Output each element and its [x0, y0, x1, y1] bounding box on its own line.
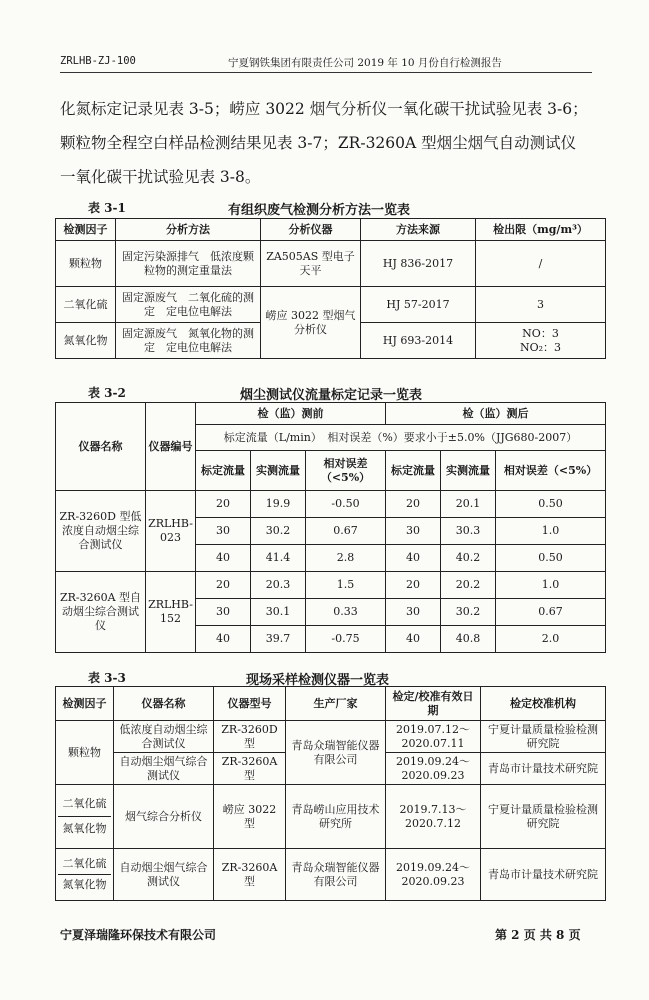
table2-cell: 0.50: [496, 545, 606, 572]
table2-cell: 30: [386, 599, 441, 626]
table1-cell: 颗粒物: [56, 241, 116, 287]
table2-cell: 40: [196, 626, 251, 653]
table3-header-cell: 检定校准机构: [481, 687, 606, 721]
table1-cell: 二氧化硫: [56, 287, 116, 323]
table2-header-cell: 实测流量: [441, 451, 496, 491]
table1-cell: 固定源废气 二氧化硫的测定 定电位电解法: [116, 287, 261, 323]
table3-cell: 宁夏计量质量检验检测研究院: [481, 785, 606, 849]
table3-header-cell: 检测因子: [56, 687, 114, 721]
table2-instrument-name: ZR-3260D 型低浓度自动烟尘综合测试仪: [56, 491, 146, 572]
table2-cell: 30.1: [251, 599, 306, 626]
table2-cell: 40.2: [441, 545, 496, 572]
table2-cell: 20: [196, 491, 251, 518]
intro-line: 化氮标定记录见表 3-5；崂应 3022 烟气分析仪一氧化碳干扰试验见表 3-6；: [60, 100, 588, 118]
table1-header-cell: 检出限（mg/m³）: [476, 219, 606, 241]
table2-cell: -0.50: [306, 491, 386, 518]
table1-cell: [476, 323, 606, 359]
table2-cell: 20: [196, 572, 251, 599]
table2-cell: 41.4: [251, 545, 306, 572]
table3-cell: 青岛市计量技术研究院: [481, 849, 606, 901]
table2-cell: 20.1: [441, 491, 496, 518]
table1-methods: [55, 218, 606, 359]
table2-cell: 2.8: [306, 545, 386, 572]
table2-header-cell: 相对误差（<5%）: [496, 451, 606, 491]
table1-cell: HJ 693-2014: [361, 323, 476, 359]
table1-header-cell: 分析方法: [116, 219, 261, 241]
table3-cell: 2019.7.13～2020.7.12: [386, 785, 481, 849]
table2-header-cell: 仪器编号: [146, 403, 196, 491]
table2-cell: 19.9: [251, 491, 306, 518]
table3-cell: 青岛市计量技术研究院: [481, 753, 606, 785]
table3-factor-line: 氮氧化物: [58, 874, 111, 895]
table3-header-cell: 检定/校准有效日期: [386, 687, 481, 721]
table3-factor: [56, 785, 114, 849]
table3-cell: 青岛众瑞智能仪器有限公司: [286, 721, 386, 785]
table2-cell: 20: [386, 572, 441, 599]
table2-note: 标定流量（L/min） 相对误差（%）要求小于±5.0%（JJG680-2007）: [196, 425, 606, 451]
table2-header-cell: 标定流量: [386, 451, 441, 491]
table2-cell: 0.67: [306, 518, 386, 545]
intro-line: 一氧化碳干扰试验见表 3-8。: [60, 168, 261, 186]
table2-cell: 30.2: [251, 518, 306, 545]
table1-limit-line: NO：3: [522, 326, 559, 340]
table2-cell: 40: [386, 545, 441, 572]
table1-cell: HJ 836-2017: [361, 241, 476, 287]
table2-cell: 30: [196, 518, 251, 545]
table1-limit-line: NO₂：3: [519, 340, 562, 354]
table2-cell: 30.3: [441, 518, 496, 545]
table3-cell: 自动烟尘烟气综合测试仪: [114, 753, 214, 785]
table2-header-cell: 实测流量: [251, 451, 306, 491]
table3-factor-line: 氮氧化物: [58, 816, 111, 841]
table3-cell: 烟气综合分析仪: [114, 785, 214, 849]
table2-cell: 30: [196, 599, 251, 626]
report-code: ZRLHB-ZJ-100: [60, 55, 136, 67]
table2-cell: 0.33: [306, 599, 386, 626]
table2-cell: 20: [386, 491, 441, 518]
table3-factor: 颗粒物: [56, 721, 114, 785]
table2-cell: 40.8: [441, 626, 496, 653]
table3-cell: ZR-3260A 型: [214, 849, 286, 901]
table2-cell: 20.2: [441, 572, 496, 599]
table2-header-cell: 相对误差（<5%）: [306, 451, 386, 491]
table3-cell: ZR-3260D 型: [214, 721, 286, 753]
table2-cell: 30: [386, 518, 441, 545]
table2-cell: 39.7: [251, 626, 306, 653]
table2-number: 表 3-2: [88, 386, 126, 400]
table3-cell: 低浓度自动烟尘综合测试仪: [114, 721, 214, 753]
table2-cell: 40: [196, 545, 251, 572]
table1-cell: /: [476, 241, 606, 287]
intro-line: 颗粒物全程空白样品检测结果见表 3-7；ZR-3260A 型烟尘烟气自动测试仪: [60, 134, 577, 152]
table2-header-cell: 检（监）测前: [196, 403, 386, 425]
table2-title: 烟尘测试仪流量标定记录一览表: [240, 388, 423, 403]
table2-header-cell: 仪器名称: [56, 403, 146, 491]
table3-cell: 崂应 3022 型: [214, 785, 286, 849]
table2-instrument-name: ZR-3260A 型自动烟尘综合测试仪: [56, 572, 146, 653]
intro-paragraph: [60, 92, 600, 194]
table2-cell: 1.5: [306, 572, 386, 599]
table3-title: 现场采样检测仪器一览表: [246, 673, 390, 688]
table3-header-cell: 仪器名称: [114, 687, 214, 721]
table1-cell: 固定污染源排气 低浓度颗粒物的测定重量法: [116, 241, 261, 287]
table2-calibration: [55, 402, 606, 653]
table2-header-cell: 检（监）测后: [386, 403, 606, 425]
footer-page-number: 第 2 页 共 8 页: [495, 928, 581, 942]
table3-cell: 宁夏计量质量检验检测研究院: [481, 721, 606, 753]
table2-cell: 1.0: [496, 572, 606, 599]
table3-factor: [56, 849, 114, 901]
table3-header-cell: 仪器型号: [214, 687, 286, 721]
table3-cell: ZR-3260A 型: [214, 753, 286, 785]
table1-cell: 氮氧化物: [56, 323, 116, 359]
table3-cell: 青岛众瑞智能仪器有限公司: [286, 849, 386, 901]
table3-header-cell: 生产厂家: [286, 687, 386, 721]
table2-cell: 2.0: [496, 626, 606, 653]
table2-instrument-code: ZRLHB-023: [146, 491, 196, 572]
table1-cell: 崂应 3022 型烟气分析仪: [261, 287, 361, 359]
table2-cell: 20.3: [251, 572, 306, 599]
table2-cell: 40: [386, 626, 441, 653]
table1-cell: HJ 57-2017: [361, 287, 476, 323]
table1-cell: 3: [476, 287, 606, 323]
table1-header-cell: 分析仪器: [261, 219, 361, 241]
table3-cell: 自动烟尘烟气综合测试仪: [114, 849, 214, 901]
footer-company: 宁夏泽瑞隆环保技术有限公司: [60, 928, 217, 942]
table3-cell: 2019.07.12～2020.07.11: [386, 721, 481, 753]
table2-header-cell: 标定流量: [196, 451, 251, 491]
report-title: 宁夏钢铁集团有限责任公司 2019 年 10 月份自行检测报告: [228, 57, 502, 69]
table3-number: 表 3-3: [88, 671, 126, 685]
table3-cell: 青岛崂山应用技术研究所: [286, 785, 386, 849]
page-header: [60, 52, 592, 73]
table2-cell: 30.2: [441, 599, 496, 626]
table1-cell: 固定源废气 氮氧化物的测定 定电位电解法: [116, 323, 261, 359]
table2-cell: 0.50: [496, 491, 606, 518]
table2-cell: 1.0: [496, 518, 606, 545]
table1-title: 有组织废气检测分析方法一览表: [228, 203, 411, 218]
table2-cell: 0.67: [496, 599, 606, 626]
table3-cell: 2019.09.24～2020.09.23: [386, 849, 481, 901]
table2-cell: -0.75: [306, 626, 386, 653]
table1-number: 表 3-1: [88, 201, 126, 215]
table3-cell: 2019.09.24～2020.09.23: [386, 753, 481, 785]
table3-factor-line: 二氧化硫: [62, 857, 107, 870]
table3-factor-line: 二氧化硫: [62, 797, 107, 810]
table1-cell: ZA505AS 型电子天平: [261, 241, 361, 287]
table2-instrument-code: ZRLHB-152: [146, 572, 196, 653]
table3-instruments: [55, 686, 606, 901]
table1-header-cell: 方法来源: [361, 219, 476, 241]
table1-header-cell: 检测因子: [56, 219, 116, 241]
